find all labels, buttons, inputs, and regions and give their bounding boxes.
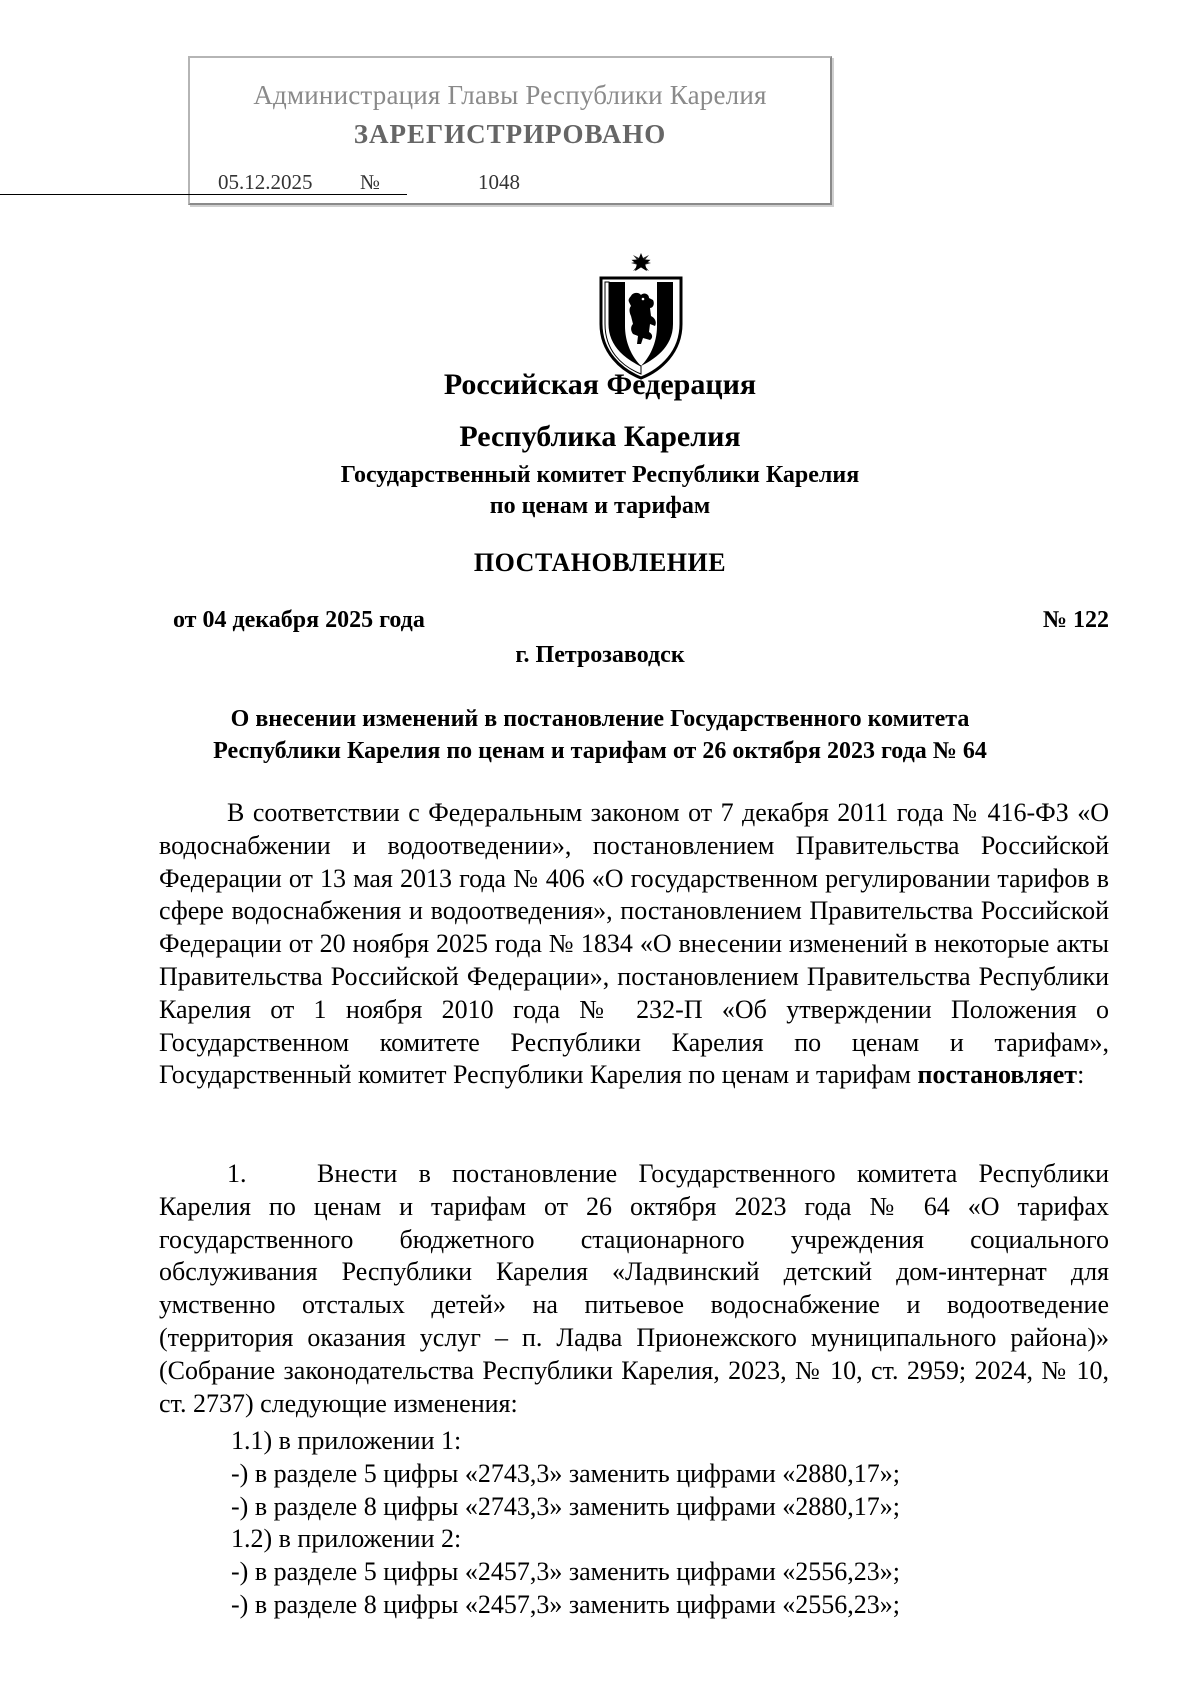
stamp-underline xyxy=(0,194,407,195)
subject-line1: О внесении изменений в постановление Государственного комитета xyxy=(230,706,970,732)
stamp-date: 05.12.2025 xyxy=(218,170,313,194)
resolves-word: постановляет xyxy=(917,1060,1078,1090)
list-item: -) в разделе 5 цифры «2743,3» заменить цифрами «2880,17»; xyxy=(231,1458,901,1488)
list-item: 1.2) в приложении 2: xyxy=(231,1524,462,1554)
list-item: -) в разделе 5 цифры «2457,3» заменить цифрами «2556,23»; xyxy=(231,1557,901,1587)
committee-title-line1: Государственный комитет Республики Карелия xyxy=(340,462,860,488)
document-city: г. Петрозаводск xyxy=(515,642,685,668)
clause-1-text: Внести в постановление Государственного комитета Республики Карелия по ценам и тарифам от 26 октября 2023 года № 64 «О тарифах государственного бюджетного стационарного учреждения социального обслуживания Республики Карелия «Ладвинский детский дом-интернат для умственно отсталых детей» на питьевое водоснабжение и водоотведение (территория оказания услуг – п. Ладва Прионежского муниципального района)» (Собрание законодательства Республики Карелия, 2023, № 10, ст. 2959; 2024, № 10, ст. 2737) следующие изменения: xyxy=(159,1159,1109,1418)
clause-1-number: 1. xyxy=(227,1159,247,1188)
resolves-colon: : xyxy=(1077,1060,1085,1090)
list-item: 1.1) в приложении 1: xyxy=(231,1426,462,1455)
stamp-title: Администрация Главы Республики Карелия xyxy=(253,80,767,110)
stamp-status: ЗАРЕГИСТРИРОВАНО xyxy=(353,119,667,149)
document-number: № 122 xyxy=(1042,607,1109,633)
preamble-paragraph xyxy=(159,797,1109,1092)
preamble-text: В соответствии с Федеральным законом от 7 декабря 2011 года № 416-ФЗ «О водоснабжении и водоотведении», постановлением Правительства Российской Федерации от 13 мая 2013 года № 406 «О государственном регулировании тарифов в сфере водоснабжения и водоотведения», постановлением Правительства Российской Федерации от 20 ноября 2025 года № 1834 «О внесении изменений в некоторые акты Правительства Российской Федерации», постановлением Правительства Республики Карелия от 1 ноября 2010 года № 232-П «Об утверждении Положения о Государственном комитете Республики Карелия по ценам и тарифам», Государственный комитет Республики Карелия по ценам и тарифам xyxy=(159,798,1109,1090)
committee-title-line2: по ценам и тарифам xyxy=(489,493,711,519)
karelia-coat-of-arms-icon xyxy=(595,252,687,382)
document-date: от 04 декабря 2025 года xyxy=(173,607,425,633)
clause-1 xyxy=(159,1158,1109,1420)
stamp-number: 1048 xyxy=(478,170,520,194)
subject-line2: Республики Карелия по ценам и тарифам от 26 октября 2023 года № 64 xyxy=(213,738,987,764)
list-item: -) в разделе 8 цифры «2743,3» заменить цифрами «2880,17»; xyxy=(231,1491,901,1521)
list-item: -) в разделе 8 цифры «2457,3» заменить цифрами «2556,23»; xyxy=(231,1589,901,1619)
stamp-number-sign: № xyxy=(360,170,381,194)
republic-title: Республика Карелия xyxy=(459,420,741,453)
amendment-list xyxy=(231,1425,900,1622)
country-title: Российская Федерация xyxy=(443,368,757,401)
document-type: ПОСТАНОВЛЕНИЕ xyxy=(473,548,727,577)
